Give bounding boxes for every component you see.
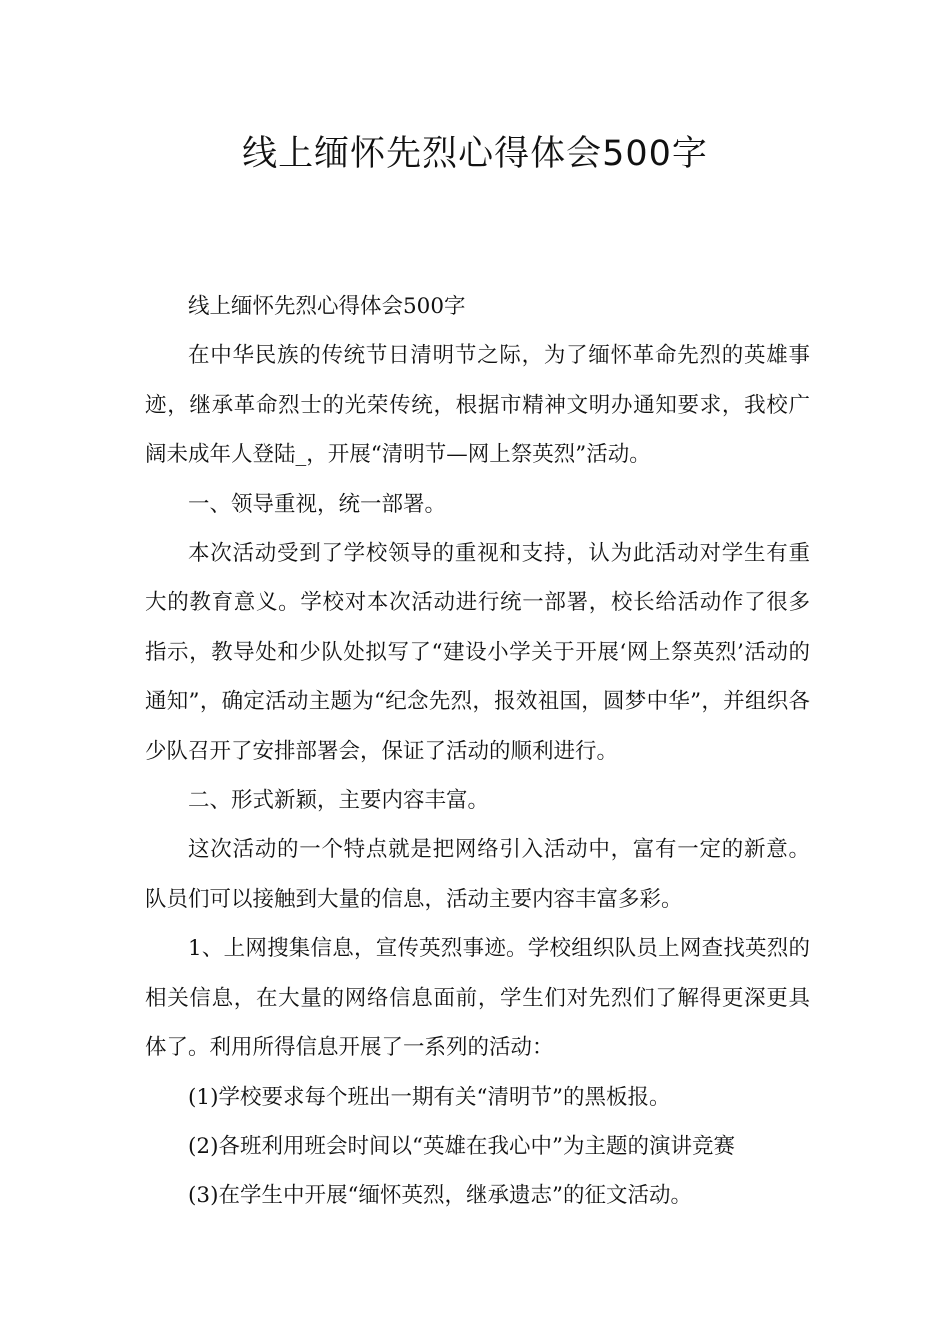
list-item-1: (1)学校要求每个班出一期有关“清明节”的黑板报。 xyxy=(188,1084,671,1110)
paragraph-intro: 在中华民族的传统节日清明节之际，为了缅怀革命先烈的英雄事迹，继承革命烈士的光荣传统，根据市精神文明办通知要求，我校广阔未成年人登陆_，开展“清明节—网上祭英烈”活动。 xyxy=(145,343,810,468)
list-item-3: (3)在学生中开展“缅怀英烈，继承遗志”的征文活动。 xyxy=(188,1183,692,1209)
paragraph-item-1: 1、上网搜集信息，宣传英烈事迹。学校组织队员上网查找英烈的相关信息，在大量的网络信息面前，学生们对先烈们了解得更深更具体了。利用所得信息开展了一系列的活动： xyxy=(145,936,810,1061)
paragraph-section-1: 本次活动受到了学校领导的重视和支持，认为此活动对学生有重大的教育意义。学校对本次活动进行统一部署，校长给活动作了很多指示，教导处和少队处拟写了“建设小学关于开展‘网上祭英烈’活动的通知”，确定活动主题为“纪念先烈，报效祖国，圆梦中华”，并组织各少队召开了安排部署会，保证了活动的顺利进行。 xyxy=(145,541,810,764)
paragraph-subtitle: 线上缅怀先烈心得体会500字 xyxy=(188,294,466,319)
section-heading-2: 二、形式新颖，主要内容丰富。 xyxy=(188,788,490,814)
document-title: 线上缅怀先烈心得体会500字 xyxy=(242,134,708,174)
document-body xyxy=(145,282,810,1221)
list-item-2: (2)各班利用班会时间以“英雄在我心中”为主题的演讲竞赛 xyxy=(188,1133,735,1159)
paragraph-section-2: 这次活动的一个特点就是把网络引入活动中，富有一定的新意。队员们可以接触到大量的信息，活动主要内容丰富多彩。 xyxy=(145,837,810,912)
section-heading-1: 一、领导重视，统一部署。 xyxy=(188,491,447,517)
